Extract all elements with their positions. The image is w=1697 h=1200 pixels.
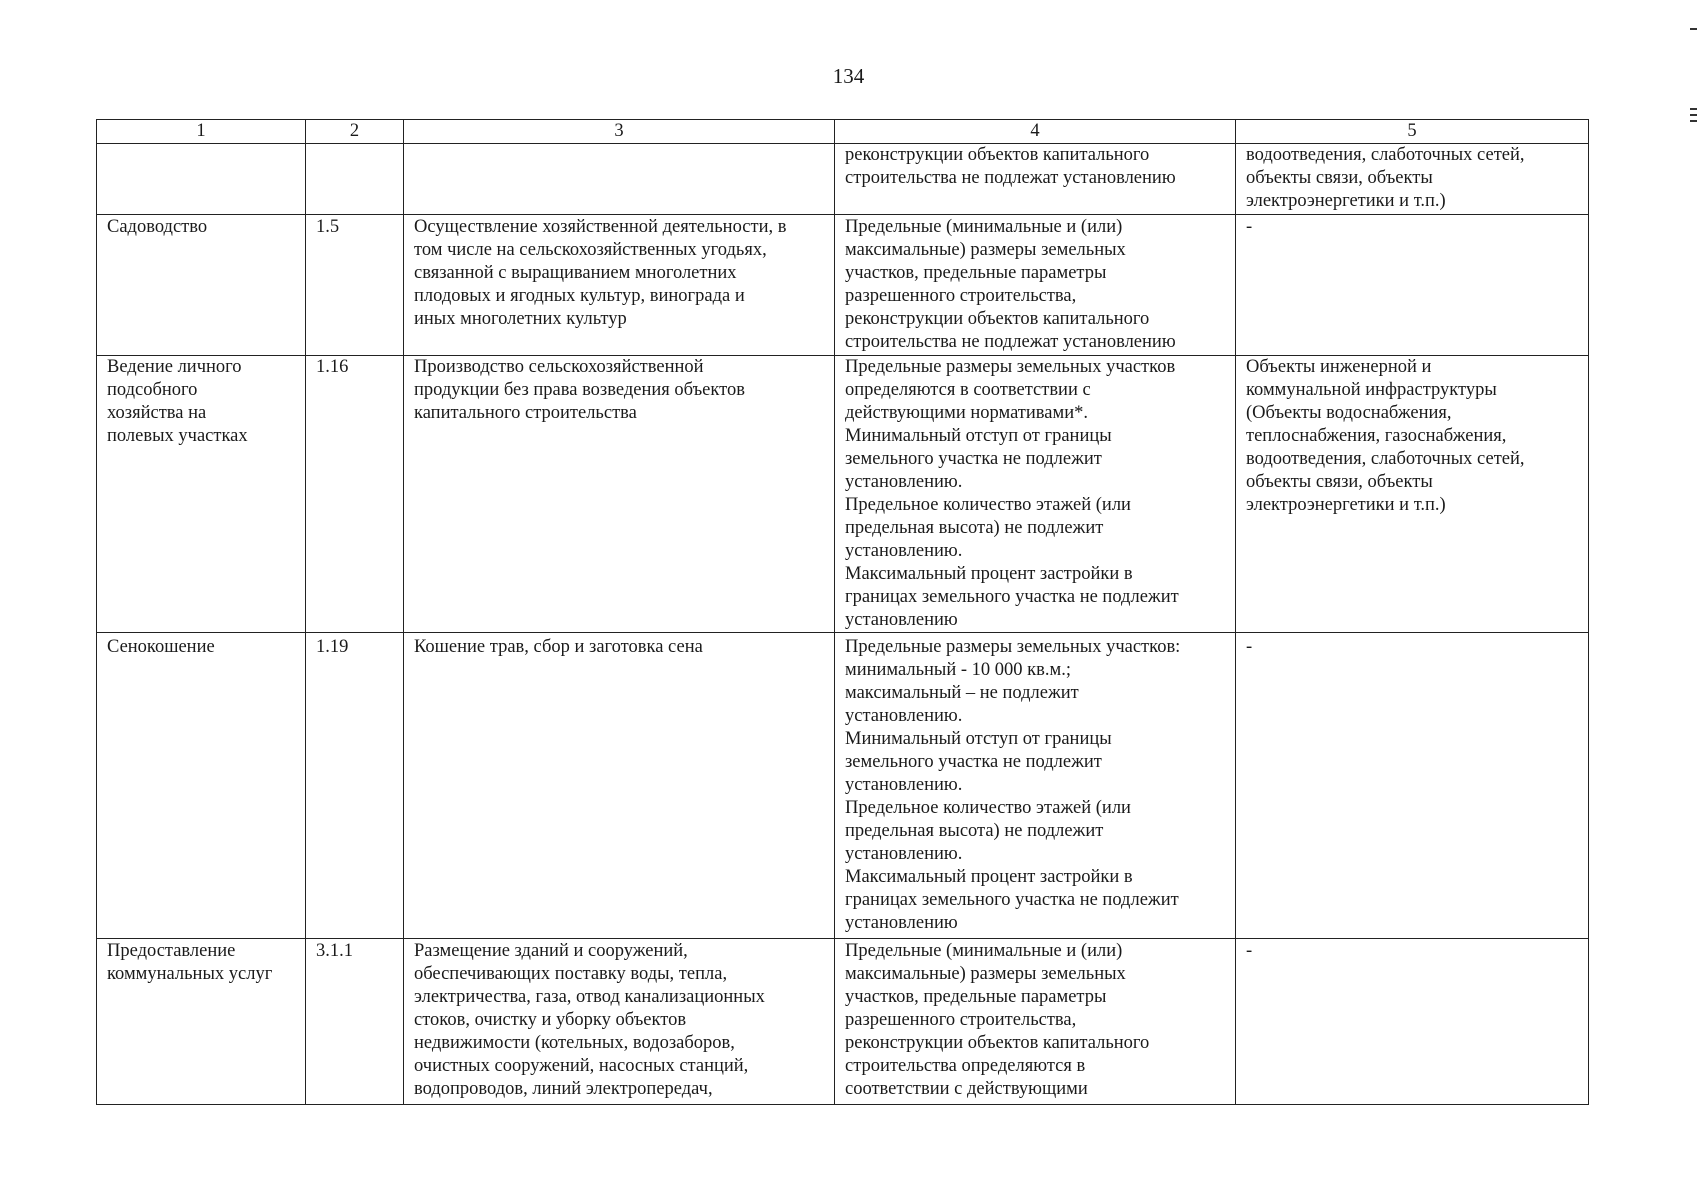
use-type-description: Осуществление хозяйственной деятельности, в том числе на сельскохозяйственных угодьях, связанной с выращиванием многолетних плодовых и ягодных культур, винограда и иных многолетних культур <box>404 215 835 356</box>
use-type-description <box>404 144 835 215</box>
use-type-code: 3.1.1 <box>306 939 404 1105</box>
use-type-name: Ведение личного подсобного хозяйства на полевых участках <box>97 356 306 633</box>
scan-edge-mark <box>1690 120 1697 122</box>
use-type-parameters: Предельные размеры земельных участков определяются в соответствии с действующими нормативами*. Минимальный отступ от границы земельного участка не подлежит установлению. Предельное количество этажей (или предельная высота) не подлежит установлению. Максимальный процент застройки в границах земельного участка не подлежит установлению <box>835 356 1236 633</box>
use-type-description: Кошение трав, сбор и заготовка сена <box>404 633 835 939</box>
use-type-code: 1.5 <box>306 215 404 356</box>
use-type-notes: - <box>1236 939 1589 1105</box>
use-type-code <box>306 144 404 215</box>
column-header: 2 <box>306 120 404 144</box>
table-row <box>97 144 1589 215</box>
use-type-parameters: Предельные (минимальные и (или) максимальные) размеры земельных участков, предельные параметры разрешенного строительства, реконструкции объектов капитального строительства не подлежат установлению <box>835 215 1236 356</box>
use-type-notes: - <box>1236 215 1589 356</box>
scan-edge-mark <box>1690 108 1697 110</box>
column-header: 4 <box>835 120 1236 144</box>
scan-edge-mark <box>1690 114 1697 116</box>
column-header: 5 <box>1236 120 1589 144</box>
use-type-code: 1.16 <box>306 356 404 633</box>
use-type-name <box>97 144 306 215</box>
scan-edge-mark <box>1690 28 1697 30</box>
use-type-parameters: Предельные (минимальные и (или) максимальные) размеры земельных участков, предельные параметры разрешенного строительства, реконструкции объектов капитального строительства определяются в соответствии с действующими <box>835 939 1236 1105</box>
use-type-parameters: Предельные размеры земельных участков: минимальный - 10 000 кв.м.; максимальный – не подлежит установлению. Минимальный отступ от границы земельного участка не подлежит установлению. Предельное количество этажей (или предельная высота) не подлежит установлению. Максимальный процент застройки в границах земельного участка не подлежит установлению <box>835 633 1236 939</box>
use-type-parameters: реконструкции объектов капитального строительства не подлежат установлению <box>835 144 1236 215</box>
table-row <box>97 356 1589 633</box>
use-type-description: Размещение зданий и сооружений, обеспечивающих поставку воды, тепла, электричества, газа, отвод канализационных стоков, очистку и уборку объектов недвижимости (котельных, водозаборов, очистных сооружений, насосных станций, водопроводов, линий электропередач, <box>404 939 835 1105</box>
use-type-name: Сенокошение <box>97 633 306 939</box>
table-row <box>97 633 1589 939</box>
use-type-code: 1.19 <box>306 633 404 939</box>
use-type-description: Производство сельскохозяйственной продукции без права возведения объектов капитального строительства <box>404 356 835 633</box>
page-number: 134 <box>832 64 865 88</box>
table-row <box>97 939 1589 1105</box>
use-type-notes: - <box>1236 633 1589 939</box>
use-type-name: Садоводство <box>97 215 306 356</box>
use-type-notes: водоотведения, слаботочных сетей, объекты связи, объекты электроэнергетики и т.п.) <box>1236 144 1589 215</box>
table-row <box>97 215 1589 356</box>
use-type-name: Предоставление коммунальных услуг <box>97 939 306 1105</box>
land-use-table <box>96 119 1589 1105</box>
column-header: 3 <box>404 120 835 144</box>
table-header-row <box>97 120 1589 144</box>
use-type-notes: Объекты инженерной и коммунальной инфраструктуры (Объекты водоснабжения, теплоснабжения, газоснабжения, водоотведения, слаботочных сетей, объекты связи, объекты электроэнергетики и т.п.) <box>1236 356 1589 633</box>
column-header: 1 <box>97 120 306 144</box>
